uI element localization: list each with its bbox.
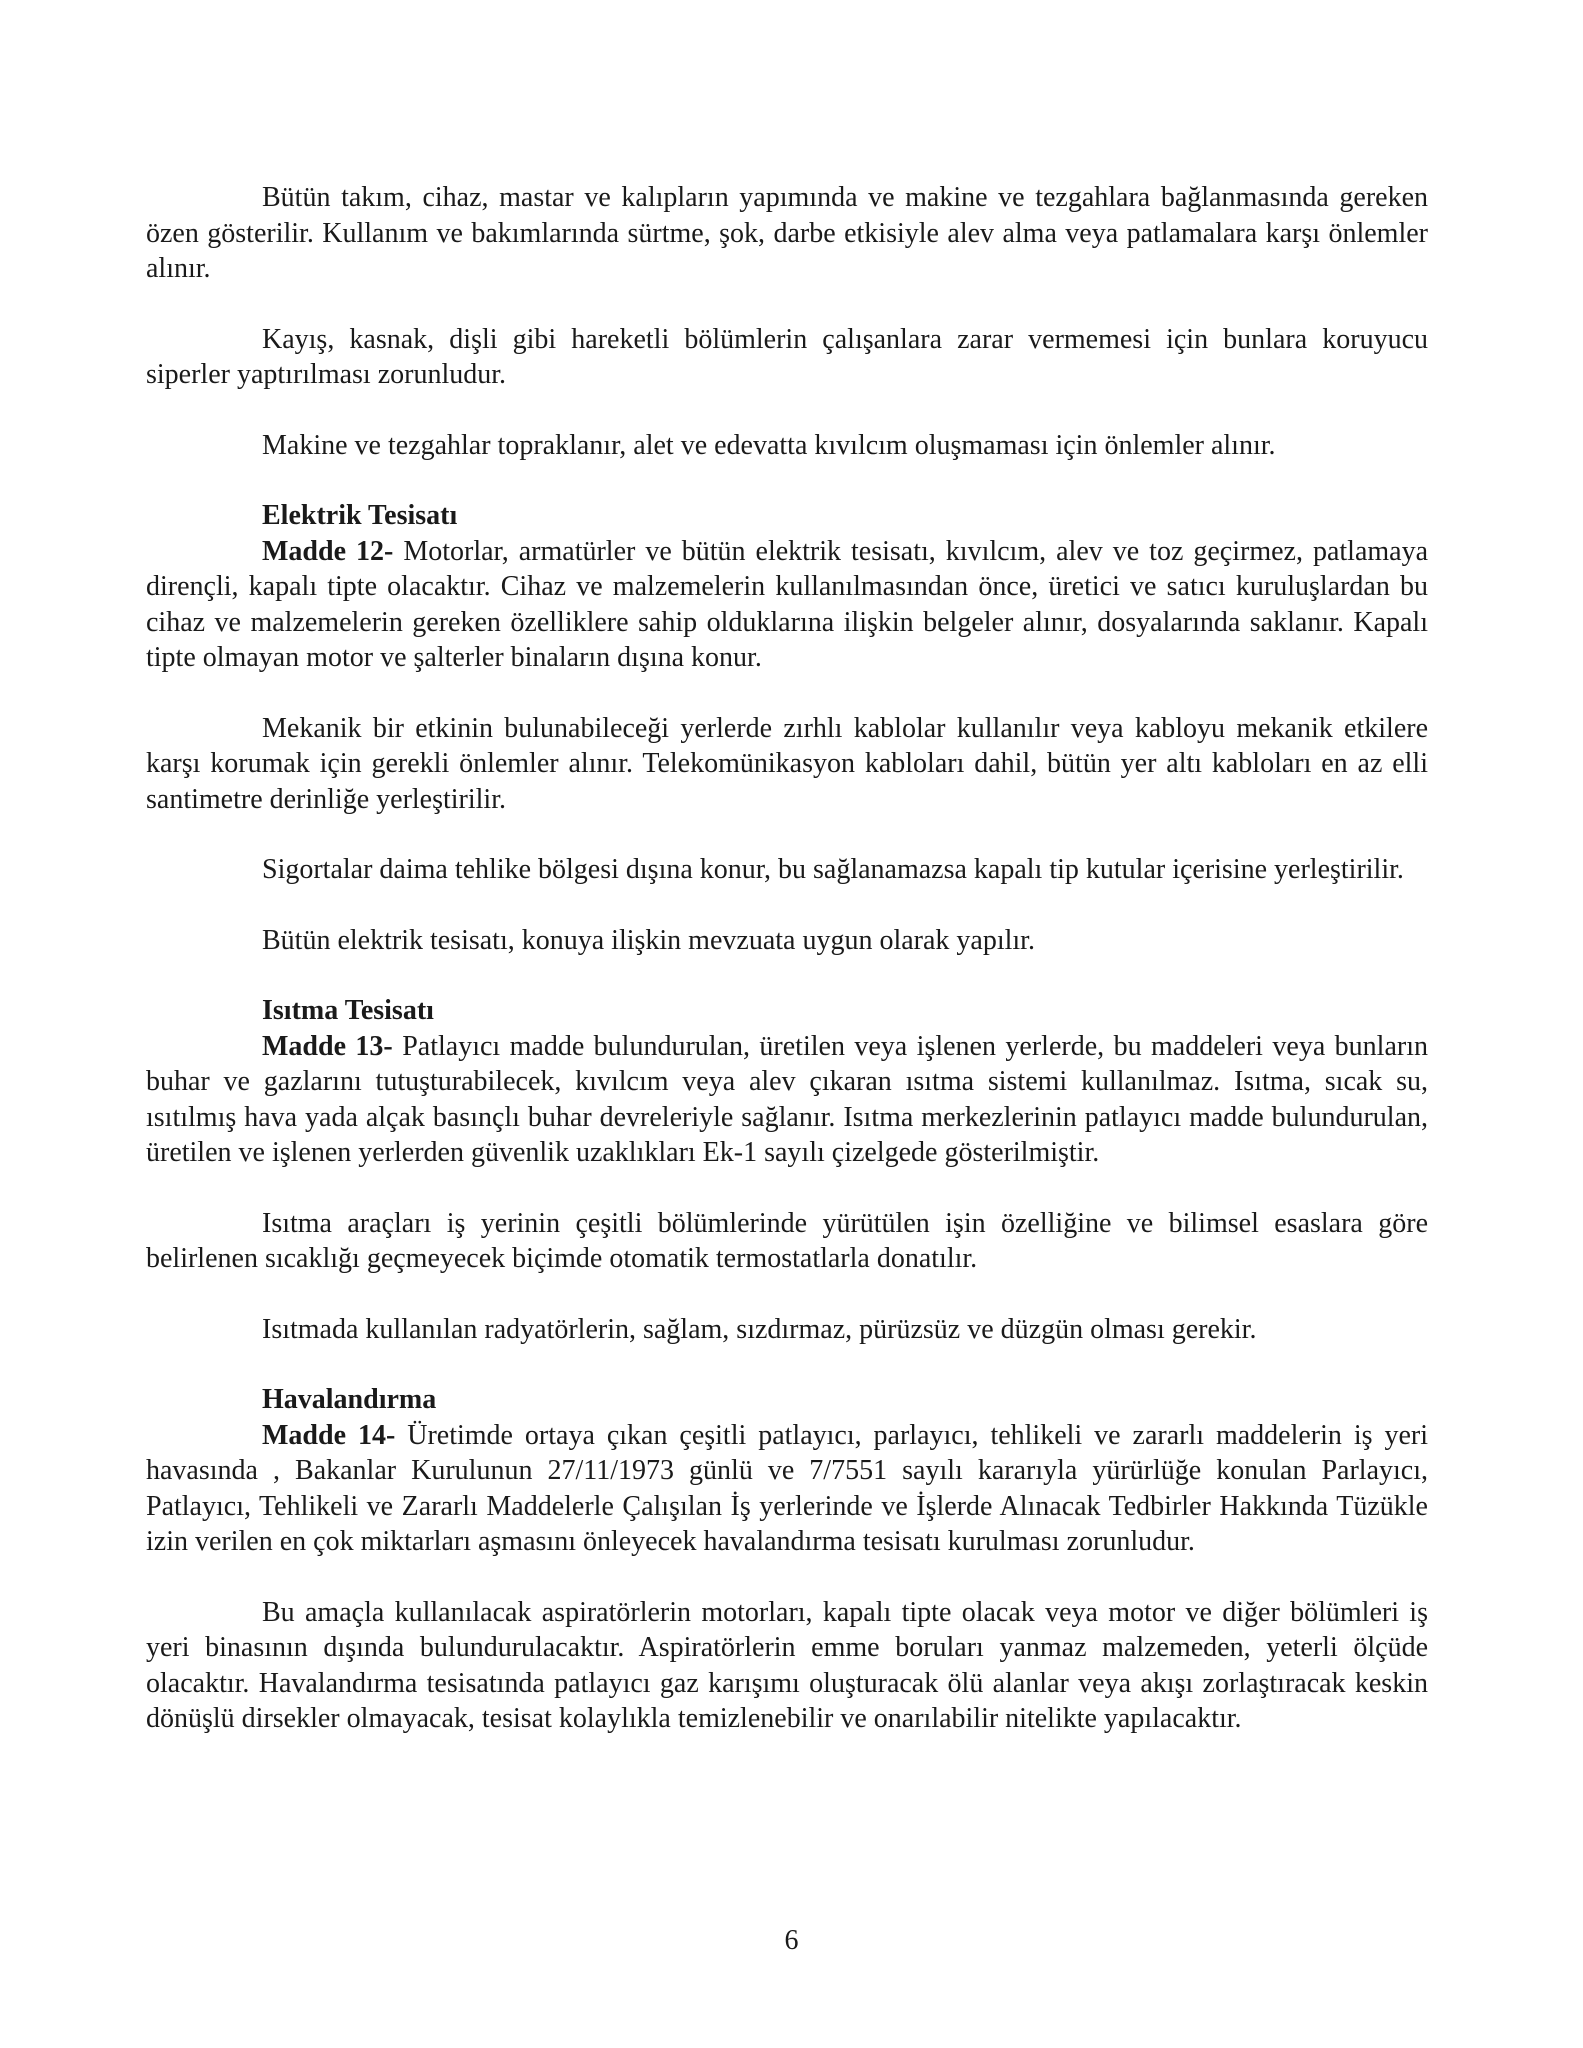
heading-electric: Elektrik Tesisatı [262, 500, 458, 531]
article-13-label: Madde 13- [262, 1030, 393, 1062]
heading-heating: Isıtma Tesisatı [262, 995, 434, 1026]
document-page [146, 180, 1428, 1737]
article-14-text: Üretimde ortaya çıkan çeşitli patlayıcı, parlayıcı, tehlikeli ve zararlı maddelerin iş yeri havasında , Bakanlar Kurulunun 27/11/1973 günlü ve 7/7551 sayılı kararıyla yürürlüğe konulan Parlayıcı, Patlayıcı, Tehlikeli ve Zararlı Maddelerle Çalışılan İş yerlerinde ve İşlerde Alınacak Tedbirler Hakkında Tüzükle izin verilen en çok miktarları aşmasını önleyecek havalandırma tesisatı kurulması zorunludur. [146, 1419, 1429, 1557]
paragraph-fuses: Sigortalar daima tehlike bölgesi dışına konur, bu sağlanamazsa kapalı tip kutular içerisine yerleştirilir. [262, 854, 1404, 885]
article-12-label: Madde 12- [262, 535, 394, 567]
article-13-text: Patlayıcı madde bulundurulan, üretilen veya işlenen yerlerde, bu maddeleri veya bunların buhar ve gazlarını tutuşturabilecek, kıvılcım veya alev çıkaran ısıtma sistemi kullanılmaz. Isıtma, sıcak su, ısıtılmış hava yada alçak basınçlı buhar devreleriyle sağlanır. Isıtma merkezlerinin patlayıcı madde bulundurulan, üretilen ve işlenen yerlerden güvenlik uzaklıkları Ek-1 sayılı çizelgede gösterilmiştir. [146, 1030, 1428, 1168]
paragraph-tools: Bütün takım, cihaz, mastar ve kalıpların yapımında ve makine ve tezgahlara bağlanmasında gereken özen gösterilir. Kullanım ve bakımlarında sürtme, şok, darbe etkisiyle alev alma veya patlamalara karşı önlemler alınır. [146, 182, 1428, 284]
paragraph-radiators: Isıtmada kullanılan radyatörlerin, sağlam, sızdırmaz, pürüzsüz ve düzgün olması gerekir. [262, 1313, 1257, 1345]
paragraph-thermostats: Isıtma araçları iş yerinin çeşitli bölümlerinde yürütülen işin özelliğine ve bilimsel esaslara göre belirlenen sıcaklığı geçmeyecek biçimde otomatik termostatlarla donatılır. [146, 1207, 1428, 1274]
paragraph-grounding: Makine ve tezgahlar topraklanır, alet ve edevatta kıvılcım oluşmaması için önlemler alınır. [262, 429, 1276, 461]
paragraph-armored-cables: Mekanik bir etkinin bulunabileceği yerlerde zırhlı kablolar kullanılır veya kabloyu mekanik etkilere karşı korumak için gerekli önlemler alınır. Telekomünikasyon kabloları dahil, bütün yer altı kabloları en az elli santimetre derinliğe yerleştirilir. [146, 712, 1428, 815]
article-12-text: Motorlar, armatürler ve bütün elektrik tesisatı, kıvılcım, alev ve toz geçirmez, patlamaya dirençli, kapalı tipte olacaktır. Cihaz ve malzemelerin kullanılmasından önce, üretici ve satıcı kuruluşlardan bu cihaz ve malzemelerin gereken özelliklere sahip olduklarına ilişkin belgeler alınır, dosyalarında saklanır. Kapalı tipte olmayan motor ve şalterler binaların dışına konur. [146, 535, 1429, 673]
article-13 [146, 1029, 1428, 1171]
paragraph-electric-legislation: Bütün elektrik tesisatı, konuya ilişkin mevzuata uygun olarak yapılır. [262, 924, 1035, 956]
page-number: 6 [784, 1925, 799, 1956]
article-12 [146, 534, 1428, 676]
paragraph-belts: Kayış, kasnak, dişli gibi hareketli bölümlerin çalışanlara zarar vermemesi için bunlara koruyucu siperler yaptırılması zorunludur. [146, 323, 1428, 390]
paragraph-aspirators: Bu amaçla kullanılacak aspiratörlerin motorları, kapalı tipte olacak veya motor ve diğer bölümleri iş yeri binasının dışında bulundurulacaktır. Aspiratörlerin emme boruları yanmaz malzemeden, yeterli ölçüde olacaktır. Havalandırma tesisatında patlayıcı gaz karışımı oluşturacak ölü alanlar veya akışı zorlaştıracak keskin dönüşlü dirsekler olmayacak, tesisat kolaylıkla temizlenebilir ve onarılabilir nitelikte yapılacaktır. [146, 1596, 1428, 1734]
article-14 [146, 1418, 1428, 1560]
heading-ventilation: Havalandırma [262, 1384, 437, 1415]
article-14-label: Madde 14- [262, 1419, 396, 1451]
